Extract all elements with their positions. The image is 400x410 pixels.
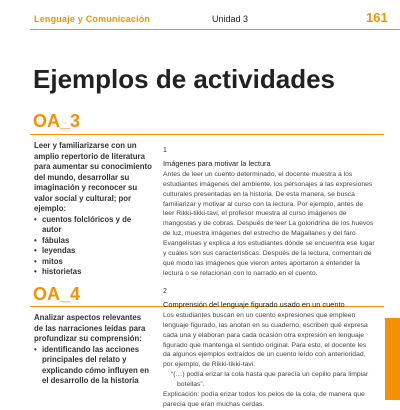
oa4-objective [34,313,152,387]
list-item: • mitos [34,257,152,268]
activity-1 [163,146,375,279]
list-item: • leyendas [34,246,152,257]
oa4-heading: OA_4 [33,284,81,304]
oa4-intro: Analizar aspectos relevantes de las narraciones leídas para profundizar su comprensión: [34,313,146,343]
header-subject: Lenguaje y Comunicación [34,14,151,24]
list-item: • identificando las acciones principales del relato y explicando cómo influyen en el desarrollo de la historia [34,345,152,387]
activity-2 [163,287,375,410]
list-item: • fábulas [34,236,152,247]
oa3-heading: OA_3 [33,111,81,131]
activity-body: Antes de leer un cuento determinado, el docente muestra a los estudiantes imágenes del ambiente, los personajes a las expresiones culturales presentadas en la historia. De esta manera, se busca familiarizar y motivar al curso con la lectura. Por ejemplo, antes de leer Rikki-tikki-tavi, el profesor muestra al curso imágenes de mangostas y de cobras. Después de leer La golondrina de los huevos de luz, muestra imágenes del estrecho de Magallanes y del faro Evangelistas y explica a los estudiantes dónde se encuentra ese lugar y cuáles son sus características. Después de la lectura, comentan de qué modo las imágenes que vieron antes aportaron a entender la lectura o se relacionan con lo narrado en el cuento. [163,170,375,277]
page-header [0,0,400,40]
oa4-list [34,345,152,387]
oa3-objective [34,141,152,278]
oa3-divider [30,134,384,135]
activity-number: 2 [163,288,167,295]
activity-explanation: Explicación: podía erizar todos los pelos de la cola, de manera que parecía que eran muchas cerdas. [163,391,365,408]
activity-quote: “(…) podía erizar la cola hasta que parecía un cepillo para limpiar botellas”. [171,371,369,389]
oa3-list [34,215,152,278]
oa3-intro: Leer y familiarizarse con un amplio repertorio de literatura para aumentar su conocimiento del mundo, desarrollar su imaginación y reconocer su valor social y cultural; por ejemplo: [34,141,152,213]
page-title: Ejemplos de actividades [33,64,336,94]
activity-title: Comprensión del lenguaje figurado usado en un cuento [163,299,345,309]
activity-body: Los estudiantes buscan en un cuento expresiones que empleen lenguaje figurado, las anotan en su cuaderno, escriben qué expresa cada una y elaboran para cada ocasión otra expresión en lenguaje figurado que mantenga el sentido original. Para esto, el docente les da algunos ejemplos extraídos de un cuento leído con anterioridad, por ejemplo, de Rikki-tikki-tavi: [163,311,368,369]
list-item: • historietas [34,267,152,278]
activity-number: 1 [163,147,167,154]
page-number: 161 [366,10,388,25]
edge-tab [385,318,400,400]
header-unit: Unidad 3 [212,14,249,24]
list-item: • cuentos folclóricos y de autor [34,215,152,236]
activity-title: Imágenes para motivar la lectura [163,158,271,168]
header-divider [30,29,400,30]
